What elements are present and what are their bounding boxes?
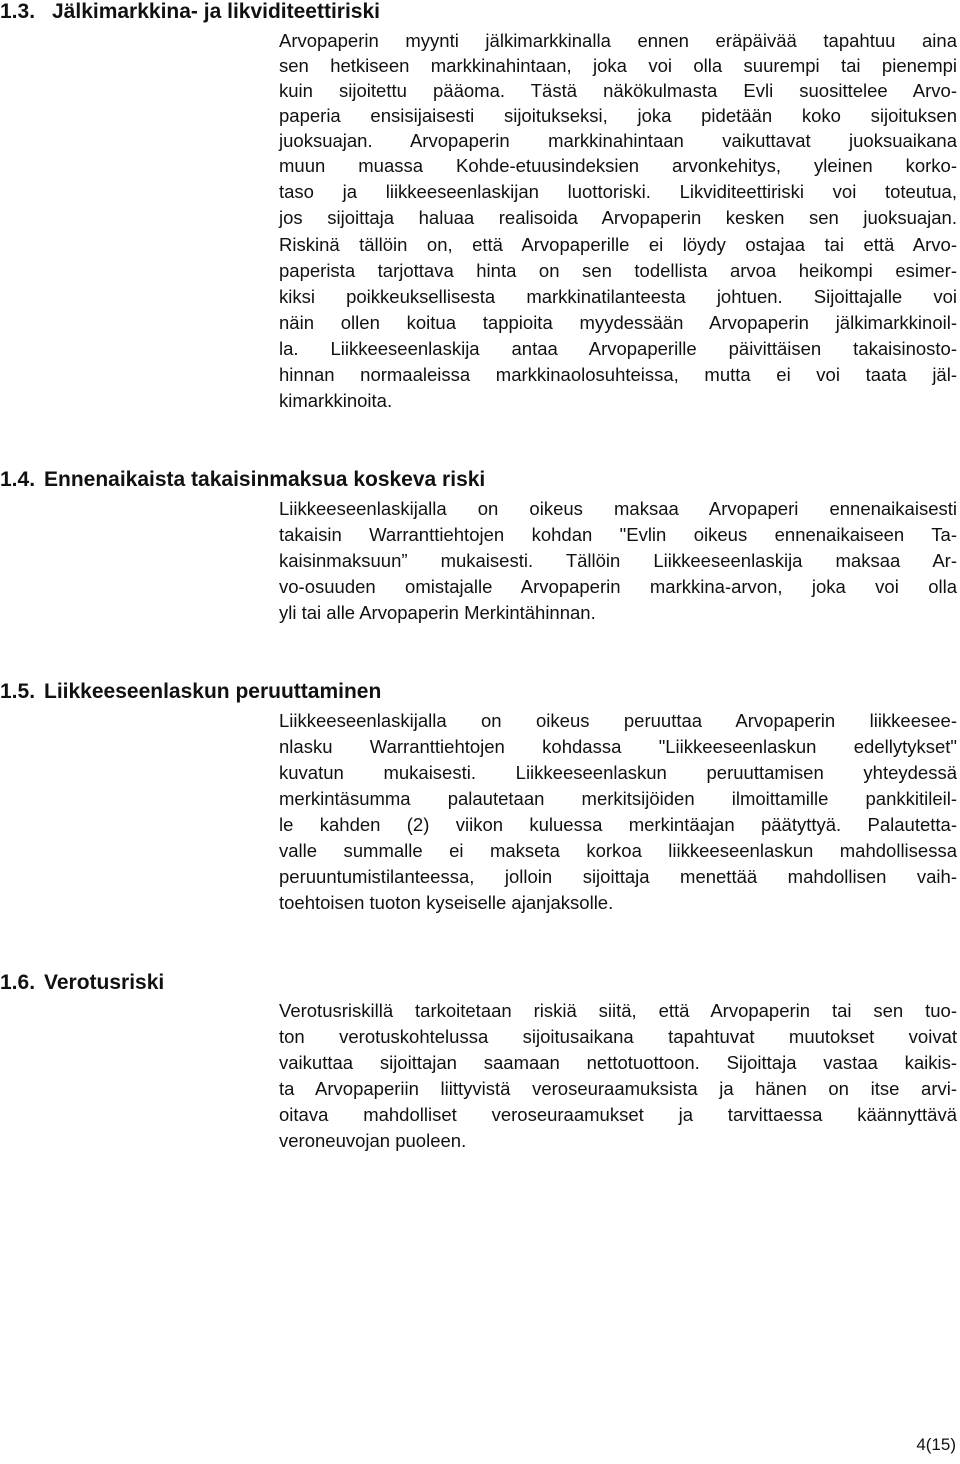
paragraph-line: juoksuajan. Arvopaperin markkinahintaan vaikuttavat juoksuaikana xyxy=(279,130,957,151)
section-1-3 xyxy=(0,0,960,420)
paragraph-line: hinnan normaaleissa markkinaolosuhteissa, mutta ei voi taata jäl- xyxy=(279,364,957,385)
section-number: 1.5. xyxy=(0,680,36,703)
section-heading xyxy=(0,468,485,492)
paragraph-line: toehtoisen tuoton kyseiselle ajanjaksolle. xyxy=(279,892,614,913)
paragraph-line: ta Arvopaperiin liittyvistä veroseuraamuksista ja hänen on itse arvi- xyxy=(279,1078,957,1099)
paragraph-line: ton verotuskohtelussa sijoitusaikana tapahtuvat muutokset voivat xyxy=(279,1026,957,1047)
section-title: Verotusriski xyxy=(44,971,165,994)
paragraph-line: la. Liikkeeseenlaskija antaa Arvopaperille päivittäisen takaisinosto- xyxy=(279,338,957,359)
paragraph-line: kimarkkinoita. xyxy=(279,390,393,411)
section-title: Ennenaikaista takaisinmaksua koskeva riski xyxy=(44,468,486,491)
paragraph-line: kuvatun mukaisesti. Liikkeeseenlaskun peruuttamisen yhteydessä xyxy=(279,762,957,783)
section-title: Liikkeeseenlaskun peruuttaminen xyxy=(44,680,382,703)
paragraph-line: oitava mahdolliset veroseuraamukset ja tarvittaessa käännyttävä xyxy=(279,1104,957,1125)
section-1-4 xyxy=(0,468,960,638)
paragraph-line: vo-osuuden omistajalle Arvopaperin markkina-arvon, joka voi olla xyxy=(279,576,957,597)
section-number: 1.4. xyxy=(0,468,36,491)
section-title: Jälkimarkkina- ja likviditeettiriski xyxy=(52,0,381,23)
section-heading xyxy=(0,680,381,704)
paragraph-line: Riskinä tällöin on, että Arvopaperille ei löydy ostajaa tai että Arvo- xyxy=(279,234,957,255)
paragraph-line: nlasku Warranttiehtojen kohdassa "Liikkeeseenlaskun edellytykset" xyxy=(279,736,957,757)
section-number: 1.3. xyxy=(0,0,36,23)
paragraph-line: Arvopaperin myynti jälkimarkkinalla ennen eräpäivää tapahtuu aina xyxy=(279,30,957,51)
paragraph-line: vaikuttaa sijoittajan saamaan nettotuottoon. Sijoittaja vastaa kaikis- xyxy=(279,1052,957,1073)
paragraph-line: veroneuvojan puoleen. xyxy=(279,1130,467,1151)
section-heading xyxy=(0,971,164,995)
paragraph-line: le kahden (2) viikon kuluessa merkintäajan päätyttyä. Palautetta- xyxy=(279,814,957,835)
paragraph-line: Verotusriskillä tarkoitetaan riskiä siitä, että Arvopaperin tai sen tuo- xyxy=(279,1000,957,1021)
paragraph-line: kaisinmaksuun” mukaisesti. Tällöin Liikkeeseenlaskija maksaa Ar- xyxy=(279,550,957,571)
paragraph-line: näin ollen koitua tappioita myydessään Arvopaperin jälkimarkkinoil- xyxy=(279,312,957,333)
paragraph-line: Liikkeeseenlaskijalla on oikeus peruuttaa Arvopaperin liikkeesee- xyxy=(279,710,957,731)
paragraph-line: taso ja liikkeeseenlaskijan luottoriski. Likviditeettiriski voi toteutua, xyxy=(279,181,957,202)
paragraph-line: jos sijoittaja haluaa realisoida Arvopaperin kesken sen juoksuajan. xyxy=(279,207,957,228)
paragraph-line: kiksi poikkeuksellisesta markkinatilanteesta johtuen. Sijoittajalle voi xyxy=(279,286,957,307)
paragraph-line: Liikkeeseenlaskijalla on oikeus maksaa Arvopaperi ennenaikaisesti xyxy=(279,498,957,519)
section-number: 1.6. xyxy=(0,971,36,994)
paragraph-line: kuin sijoitettu pääoma. Tästä näkökulmasta Evli suosittelee Arvo- xyxy=(279,80,957,101)
paragraph-line: sen hetkiseen markkinahintaan, joka voi olla suurempi tai pienempi xyxy=(279,55,957,76)
paragraph-line: muun muassa Kohde-etuusindeksien arvonkehitys, yleinen korko- xyxy=(279,155,957,176)
paragraph-line: merkintäsumma palautetaan merkitsijöiden ilmoittamille pankkitileil- xyxy=(279,788,957,809)
paragraph-line: paperia ensisijaisesti sijoitukseksi, joka pidetään koko sijoituksen xyxy=(279,105,957,126)
paragraph-line: peruuntumistilanteessa, jolloin sijoittaja menettää mahdollisen vaih- xyxy=(279,866,957,887)
section-1-6 xyxy=(0,971,960,1191)
paragraph-line: yli tai alle Arvopaperin Merkintähinnan. xyxy=(279,602,596,623)
section-1-5 xyxy=(0,680,960,930)
page-number: 4(15) xyxy=(916,1435,956,1454)
paragraph-line: takaisin Warranttiehtojen kohdan "Evlin oikeus ennenaikaiseen Ta- xyxy=(279,524,957,545)
paragraph-line: valle summalle ei makseta korkoa liikkeeseenlaskun mahdollisessa xyxy=(279,840,957,861)
section-heading xyxy=(0,0,380,24)
paragraph-line: paperista tarjottava hinta on sen todellista arvoa heikompi esimer- xyxy=(279,260,957,281)
